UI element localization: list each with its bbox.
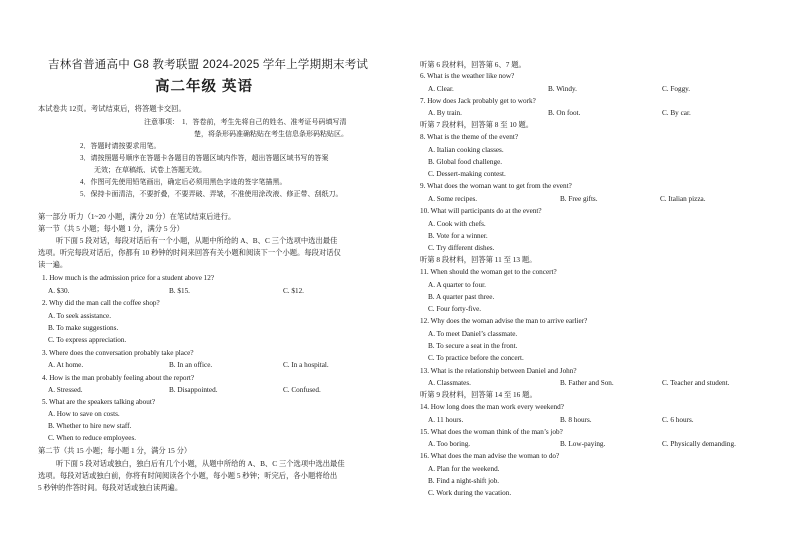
option: A. Plan for the weekend. [428, 465, 500, 473]
option: A. To seek assistance. [48, 312, 112, 320]
option: B. Father and Son. [560, 379, 614, 387]
option: C. Italian pizza. [660, 195, 706, 203]
question-16: 16. What does the man advise the woman to do? [420, 452, 560, 460]
question-5: 5. What are the speakers talking about? [42, 398, 156, 406]
question-1: 1. How much is the admission price for a student above 12? [42, 274, 215, 282]
question-3: 3. Where does the conversation probably take place? [42, 349, 194, 357]
notice-label: 注意事项： [144, 118, 179, 126]
section2-instructions: 5 秒钟的作答时间。每段对话或独白读两遍。 [38, 483, 183, 492]
option: C. Work during the vacation. [428, 489, 512, 497]
question-12: 12. Why does the woman advise the man to arrive earlier? [420, 317, 588, 325]
option: C. $12. [283, 287, 304, 295]
question-7: 7. How does Jack probably get to work? [420, 97, 536, 105]
option: B. Whether to hire new staff. [48, 422, 132, 430]
option: C. Dessert-making contest. [428, 170, 506, 178]
notice-item: 3．请按照题号顺序在答题卡各题目的答题区域内作答，超出答题区域书写的答案 [80, 154, 329, 162]
notice-item: 4．作图可先使用铅笔画出，确定后必须用黑色字迹的签字笔描黑。 [80, 178, 287, 186]
option: B. A quarter past three. [428, 293, 495, 301]
option: A. Clear. [428, 85, 454, 93]
exam-title: 吉林省普通高中 G8 教考联盟 2024-2025 学年上学期期末考试 [48, 59, 369, 71]
option: C. By car. [662, 109, 691, 117]
option: C. Physically demanding. [662, 440, 736, 448]
notice-item: 无效；在草稿纸、试卷上答题无效。 [94, 166, 206, 174]
section2-instructions: 选项。每段对话或独白前，你将有时间阅读各个小题，每小题 5 秒钟；听完后，各小题将给出 [38, 471, 338, 480]
option: C. To practice before the concert. [428, 354, 524, 362]
option: C. Four forty-five. [428, 305, 482, 313]
option: B. $15. [169, 287, 190, 295]
option: B. On foot. [548, 109, 581, 117]
material-heading: 听第 7 段材料，回答第 8 至 10 题。 [420, 120, 534, 129]
option: B. Vote for a winner. [428, 232, 488, 240]
question-10: 10. What will participants do at the event? [420, 207, 542, 215]
notice-item: 1．答卷前，考生先将自己的姓名、准考证号码填写清 [182, 118, 347, 126]
question-4: 4. How is the man probably feeling about the report? [42, 374, 195, 382]
option: C. Foggy. [662, 85, 691, 93]
notice-item: 5．保持卡面清洁，不要折叠，不要弄破、弄皱，不准使用涂改液、修正带、刮纸刀。 [80, 190, 343, 198]
option: B. Free gifts. [560, 195, 598, 203]
option: A. Italian cooking classes. [428, 146, 504, 154]
option: B. To make suggestions. [48, 324, 119, 332]
section2-instructions: 听下面 5 段对话或独白，独白后有几个小题，从题中所给的 A、B、C 三个选项中选出最佳 [56, 459, 345, 468]
option: B. Low-paying. [560, 440, 606, 448]
option: A. Classmates. [428, 379, 471, 387]
question-13: 13. What is the relationship between Daniel and John? [420, 367, 577, 375]
option: C. Confused. [283, 386, 321, 394]
question-14: 14. How long does the man work every weekend? [420, 403, 564, 411]
option: B. To secure a seat in the front. [428, 342, 518, 350]
question-11: 11. When should the woman get to the concert? [420, 268, 557, 276]
option: B. Disappointed. [169, 386, 218, 394]
question-15: 15. What does the woman think of the man’s job? [420, 428, 563, 436]
material-heading: 听第 6 段材料，回答第 6、7 题。 [420, 60, 526, 69]
option: C. 6 hours. [662, 416, 694, 424]
option: A. Cook with chefs. [428, 220, 486, 228]
section2-heading: 第二节（共 15 小题；每小题 1 分，满分 15 分） [38, 446, 192, 455]
option: B. In an office. [169, 361, 213, 369]
option: A. At home. [48, 361, 84, 369]
material-heading: 听第 9 段材料，回答第 14 至 16 题。 [420, 390, 537, 399]
question-8: 8. What is the theme of the event? [420, 133, 519, 141]
option: A. 11 hours. [428, 416, 464, 424]
section1-instructions: 听下面 5 段对话，每段对话后有一个小题，从题中所给的 A、B、C 三个选项中选出最佳 [56, 236, 338, 245]
option: A. By train. [428, 109, 462, 117]
option: C. When to reduce employees. [48, 434, 137, 442]
question-9: 9. What does the woman want to get from the event? [420, 182, 572, 190]
notice-item: 2．答题时请按要求用笔。 [80, 142, 161, 150]
option: A. $30. [48, 287, 70, 295]
exam-subtitle: 高二年级 英语 [155, 79, 254, 95]
option: B. Windy. [548, 85, 577, 93]
intro-text: 本试卷共 12页。考试结束后，将答题卡交回。 [38, 104, 186, 113]
option: B. Find a night-shift job. [428, 477, 500, 485]
option: A. To meet Daniel’s classmate. [428, 330, 518, 338]
option: C. Teacher and student. [662, 379, 730, 387]
option: C. In a hospital. [283, 361, 329, 369]
option: B. 8 hours. [560, 416, 592, 424]
section1-instructions: 选项。听完每段对话后，你都有 10 秒钟的时间来回答有关小题和阅读下一个小题。每段对话仅 [38, 248, 341, 257]
option: A. Too boring. [428, 440, 471, 448]
material-heading: 听第 8 段材料，回答第 11 至 13 题。 [420, 255, 537, 264]
question-6: 6. What is the weather like now? [420, 72, 515, 80]
option: A. How to save on costs. [48, 410, 120, 418]
option: A. Some recipes. [428, 195, 478, 203]
option: C. Try different dishes. [428, 244, 495, 252]
section1-heading: 第一节（共 5 小题；每小题 1 分，满分 5 分） [38, 224, 184, 233]
option: A. A quarter to four. [428, 281, 486, 289]
option: A. Stressed. [48, 386, 83, 394]
notice-item: 楚，将条形码准确粘贴在考生信息条形码粘贴区。 [194, 130, 348, 138]
option: B. Global food challenge. [428, 158, 503, 166]
section1-instructions: 读一遍。 [38, 260, 68, 269]
option: C. To express appreciation. [48, 336, 127, 344]
part1-heading: 第一部分 听力（1~20 小题，满分 20 分）在笔试结束后进行。 [38, 212, 236, 221]
question-2: 2. Why did the man call the coffee shop? [42, 299, 160, 307]
